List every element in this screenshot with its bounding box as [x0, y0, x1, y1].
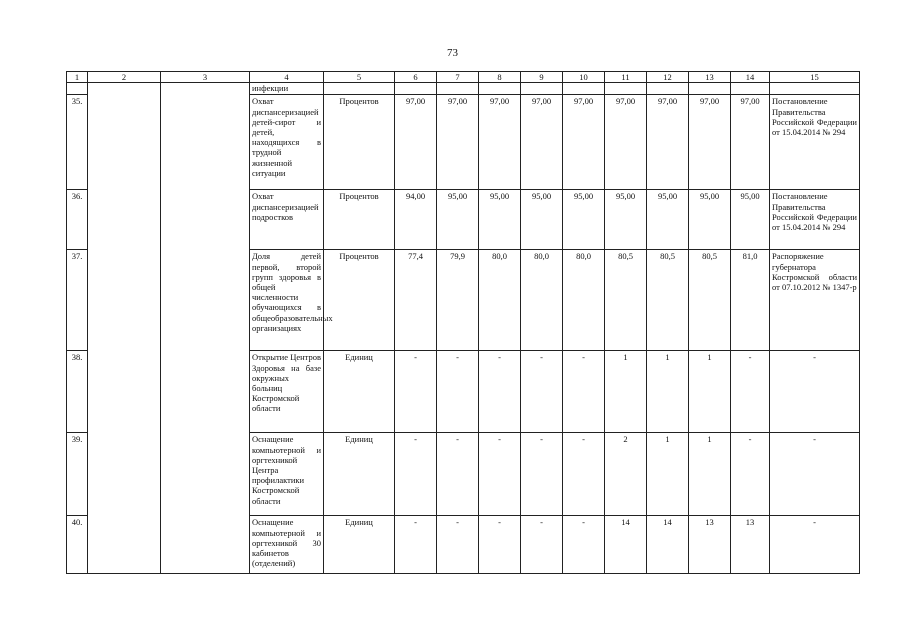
value-cell: 95,00 — [437, 190, 479, 250]
value-cell: 95,00 — [689, 190, 731, 250]
value-cell: - — [395, 351, 437, 433]
row-number: 36. — [67, 190, 88, 250]
indicator-name: Охват диспансеризацией детей-сирот и детей, находящихся в трудной жизненной ситуации — [250, 95, 324, 190]
indicator-name: Оснащение компьютерной и оргтехникой Центра профилактики Костромской области — [250, 433, 324, 516]
value-cell: 95,00 — [563, 190, 605, 250]
col-number: 8 — [479, 72, 521, 83]
continuation-row — [67, 83, 860, 95]
col-number: 2 — [88, 72, 161, 83]
value-cell: 81,0 — [731, 250, 770, 351]
col-number: 9 — [521, 72, 563, 83]
value-cell: 95,00 — [479, 190, 521, 250]
value-cell: 97,00 — [437, 95, 479, 190]
col-number: 13 — [689, 72, 731, 83]
col-number: 15 — [770, 72, 860, 83]
indicator-name: Охват диспансеризацией подростков — [250, 190, 324, 250]
value-cell: 95,00 — [605, 190, 647, 250]
value-cell: - — [479, 351, 521, 433]
legal-basis: Постановление Правительства Российской Федерации от 15.04.2014 № 294 — [770, 95, 860, 190]
value-cell: 97,00 — [521, 95, 563, 190]
value-cell: - — [563, 351, 605, 433]
col-number: 14 — [731, 72, 770, 83]
value-cell: - — [479, 433, 521, 516]
value-cell: 80,0 — [479, 250, 521, 351]
legal-basis: Распоряжение губернатора Костромской области от 07.10.2012 № 1347-р — [770, 250, 860, 351]
value-cell: 79,9 — [437, 250, 479, 351]
value-cell: 1 — [689, 433, 731, 516]
col-number: 1 — [67, 72, 88, 83]
col3-merged-cell — [161, 83, 250, 574]
value-cell: - — [479, 516, 521, 574]
col-number: 10 — [563, 72, 605, 83]
value-cell: 14 — [605, 516, 647, 574]
value-cell: 1 — [647, 351, 689, 433]
unit: Процентов — [324, 95, 395, 190]
legal-basis: - — [770, 433, 860, 516]
value-cell: 14 — [647, 516, 689, 574]
value-cell: - — [563, 516, 605, 574]
value-cell: - — [563, 433, 605, 516]
value-cell: - — [521, 433, 563, 516]
value-cell: - — [731, 433, 770, 516]
value-cell: 97,00 — [395, 95, 437, 190]
col-number: 6 — [395, 72, 437, 83]
value-cell: 80,5 — [689, 250, 731, 351]
value-cell: 97,00 — [479, 95, 521, 190]
value-cell: 80,5 — [605, 250, 647, 351]
legal-basis: - — [770, 516, 860, 574]
indicators-table — [66, 71, 860, 574]
col-number: 3 — [161, 72, 250, 83]
indicator-name: Доля детей первой, второй групп здоровья в общей численности обучающихся в общеобразовательных организациях — [250, 250, 324, 351]
value-cell: 1 — [689, 351, 731, 433]
value-cell: - — [437, 516, 479, 574]
indicator-name: Открытие Центров Здоровья на базе окружных больниц Костромской области — [250, 351, 324, 433]
value-cell: 95,00 — [521, 190, 563, 250]
value-cell: - — [395, 433, 437, 516]
row-number: 38. — [67, 351, 88, 433]
value-cell: - — [437, 433, 479, 516]
value-cell: 95,00 — [647, 190, 689, 250]
unit: Единиц — [324, 433, 395, 516]
col-number: 7 — [437, 72, 479, 83]
page-number: 73 — [447, 47, 458, 59]
col2-merged-cell — [88, 83, 161, 574]
col-number: 12 — [647, 72, 689, 83]
value-cell: 97,00 — [563, 95, 605, 190]
value-cell: 77,4 — [395, 250, 437, 351]
value-cell: 95,00 — [731, 190, 770, 250]
col-number: 11 — [605, 72, 647, 83]
value-cell: 94,00 — [395, 190, 437, 250]
value-cell: 80,5 — [647, 250, 689, 351]
value-cell: - — [521, 516, 563, 574]
unit: Единиц — [324, 516, 395, 574]
value-cell: 97,00 — [605, 95, 647, 190]
value-cell: 97,00 — [731, 95, 770, 190]
row-number: 40. — [67, 516, 88, 574]
value-cell: 97,00 — [647, 95, 689, 190]
column-number-row — [67, 72, 860, 83]
unit: Процентов — [324, 190, 395, 250]
unit: Процентов — [324, 250, 395, 351]
value-cell: 13 — [689, 516, 731, 574]
value-cell: - — [521, 351, 563, 433]
value-cell: 1 — [647, 433, 689, 516]
value-cell: 1 — [605, 351, 647, 433]
row-number: 37. — [67, 250, 88, 351]
value-cell: 80,0 — [563, 250, 605, 351]
row-number: 39. — [67, 433, 88, 516]
value-cell: - — [731, 351, 770, 433]
unit: Единиц — [324, 351, 395, 433]
col-number: 4 — [250, 72, 324, 83]
value-cell: 97,00 — [689, 95, 731, 190]
value-cell: 13 — [731, 516, 770, 574]
legal-basis: Постановление Правительства Российской Федерации от 15.04.2014 № 294 — [770, 190, 860, 250]
value-cell: - — [437, 351, 479, 433]
value-cell: 2 — [605, 433, 647, 516]
legal-basis: - — [770, 351, 860, 433]
value-cell: - — [395, 516, 437, 574]
row-number: 35. — [67, 95, 88, 190]
value-cell: 80,0 — [521, 250, 563, 351]
indicator-name: Оснащение компьютерной и оргтехникой 30 кабинетов (отделений) — [250, 516, 324, 574]
col-number: 5 — [324, 72, 395, 83]
continuation-text: инфекции — [250, 83, 324, 95]
